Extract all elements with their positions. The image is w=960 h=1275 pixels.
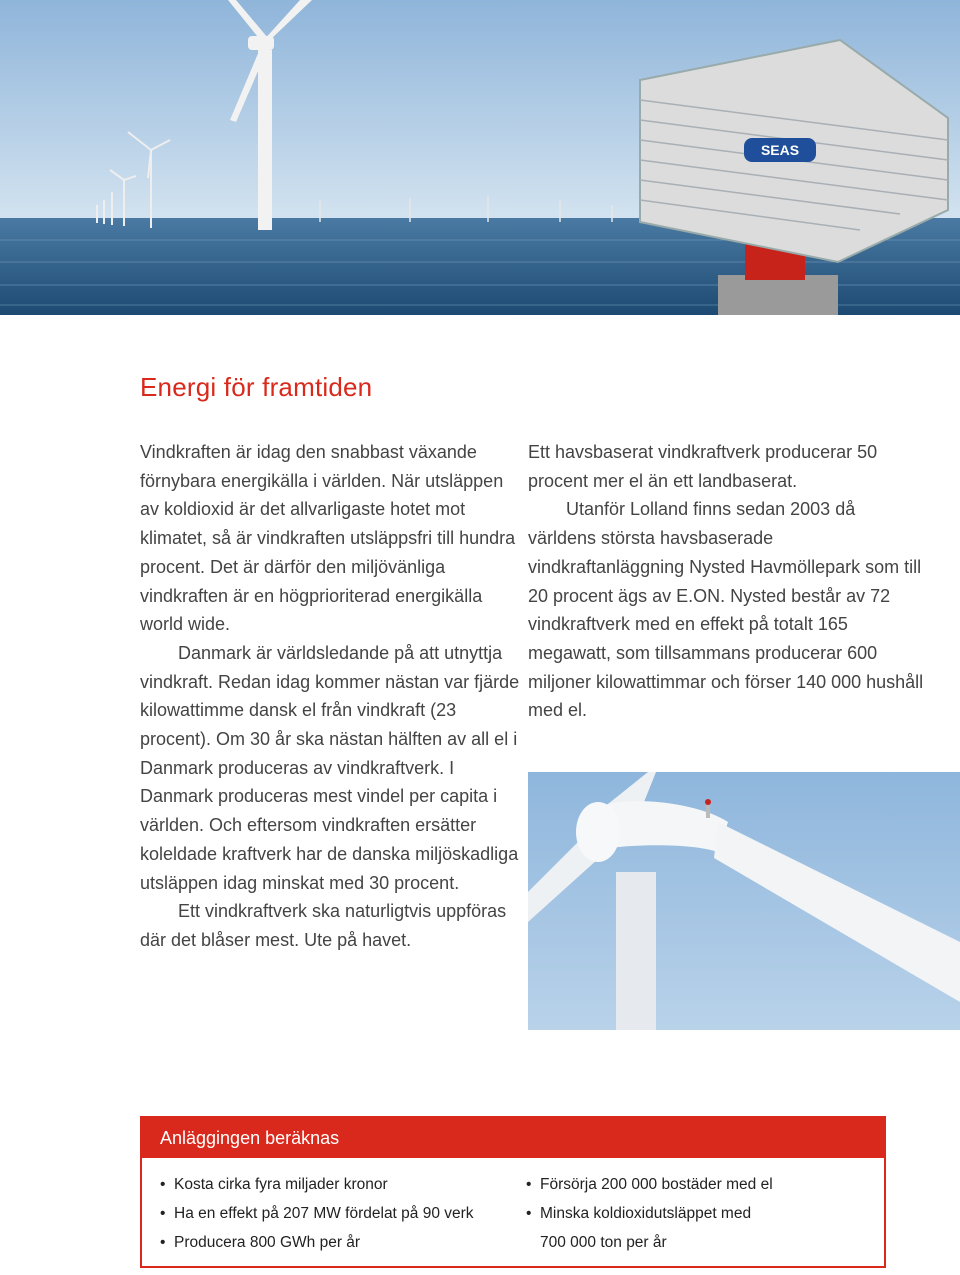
facility-estimates-box bbox=[140, 1116, 886, 1268]
hero-photo-offshore-wind-farm bbox=[0, 0, 960, 315]
bullet-icon: • bbox=[160, 1176, 166, 1193]
list-item: • Producera 800 GWh per år bbox=[160, 1228, 474, 1257]
left-paragraph-2: Danmark är världsledande på att utnyttja vindkraft. Redan idag kommer nästan var fjärde kilowattimme dansk el från vindkraft (23 procent). Om 30 år ska nästan hälften av all el i Danmark produceras av vindkraftverk. I Danmark produceras mest vindel per capita i världen. Och eftersom vindkraften ersätter koleldade kraftverk har de danska miljöskadliga utsläppen idag minskat med 30 procent. bbox=[140, 642, 520, 893]
turbine-closeup-photo bbox=[528, 772, 960, 1030]
left-column-text bbox=[140, 438, 525, 955]
box-right-list bbox=[526, 1170, 773, 1257]
page-title: Energi för framtiden bbox=[140, 372, 373, 402]
bullet-icon: • bbox=[160, 1234, 166, 1251]
left-paragraph-3: Ett vindkraftverk ska naturligtvis uppföras där det blåser mest. Ute på havet. bbox=[140, 901, 507, 950]
list-item: • Försörja 200 000 bostäder med el bbox=[526, 1170, 773, 1199]
box-left-list bbox=[160, 1170, 474, 1257]
bullet-icon: • bbox=[526, 1205, 532, 1222]
bullet-icon: • bbox=[526, 1176, 532, 1193]
right-paragraph-2: Utanför Lolland finns sedan 2003 då världens största havsbaserade vindkraftanläggning Nysted Havmöllepark som till 20 procent ägs av E.ON. Nysted består av 72 vindkraftverk med en effekt på totalt 165 megawatt, som tillsammans producerar 600 miljoner kilowattimmar och förser 140 000 hushåll med el. bbox=[528, 499, 924, 721]
right-paragraph-1: Ett havsbaserat vindkraftverk producerar 50 procent mer el än ett landbaserat. bbox=[528, 442, 878, 491]
right-column-text bbox=[528, 438, 928, 725]
bullet-icon: • bbox=[160, 1205, 166, 1222]
box-title: Anläggingen beräknas bbox=[142, 1118, 884, 1158]
seas-logo: SEAS bbox=[760, 142, 800, 158]
list-item: • Kosta cirka fyra miljader kronor bbox=[160, 1170, 474, 1199]
left-paragraph-1: Vindkraften är idag den snabbast växande förnybara energikälla i världen. När utsläppen av koldioxid är det allvarligaste hotet mot klimatet, så är vindkraften utsläppsfri till hundra procent. Det är därför den miljövänliga vindkraften är en högprioriterad energikälla world wide. bbox=[140, 442, 516, 635]
list-item-continuation: 700 000 ton per år bbox=[540, 1234, 667, 1251]
list-item: • Ha en effekt på 207 MW fördelat på 90 verk bbox=[160, 1199, 474, 1228]
list-item: • Minska koldioxidutsläppet med bbox=[526, 1199, 773, 1228]
